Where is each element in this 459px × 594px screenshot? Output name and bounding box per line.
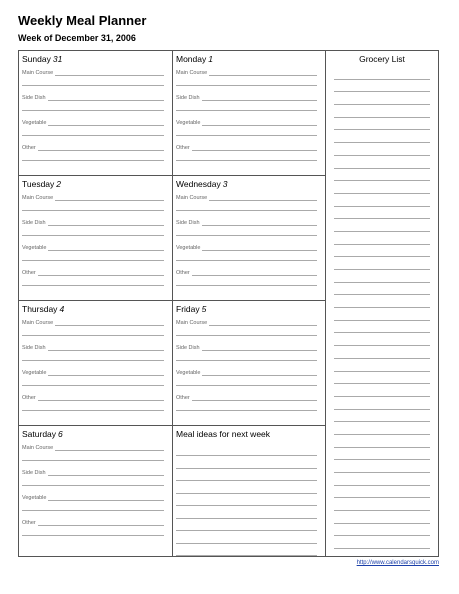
writing-line[interactable] xyxy=(334,346,430,359)
writing-line[interactable] xyxy=(176,360,317,361)
writing-line[interactable] xyxy=(334,524,430,537)
writing-line[interactable] xyxy=(176,410,317,411)
field-label: Vegetable xyxy=(176,244,201,251)
writing-line[interactable] xyxy=(176,444,317,457)
writing-line[interactable] xyxy=(48,247,164,251)
writing-line[interactable] xyxy=(48,472,164,476)
writing-line[interactable] xyxy=(334,169,430,182)
vegetable-field[interactable] xyxy=(22,491,164,516)
writing-line[interactable] xyxy=(22,535,164,536)
main-course-field[interactable] xyxy=(176,316,317,341)
website-link[interactable]: http://www.calendarsquick.com xyxy=(356,560,439,566)
field-label: Main Course xyxy=(22,444,54,451)
writing-line[interactable] xyxy=(334,498,430,511)
writing-line[interactable] xyxy=(334,448,430,461)
writing-line[interactable] xyxy=(202,222,317,226)
field-label: Vegetable xyxy=(22,120,47,126)
side-dish-field[interactable] xyxy=(176,216,317,241)
other-field[interactable] xyxy=(22,266,164,291)
writing-line[interactable] xyxy=(176,235,317,236)
field-label: Side Dish xyxy=(22,219,46,226)
week-subtitle: Week of December 31, 2006 xyxy=(18,33,136,43)
main-course-field[interactable] xyxy=(22,316,164,341)
writing-line[interactable] xyxy=(22,260,164,261)
main-course-field[interactable] xyxy=(22,441,164,466)
other-field[interactable] xyxy=(22,141,164,166)
writing-line[interactable] xyxy=(55,72,164,76)
other-field[interactable] xyxy=(176,141,317,166)
writing-line[interactable] xyxy=(176,260,317,261)
field-label: Main Course xyxy=(22,70,54,76)
meal-ideas-title: Meal ideas for next week xyxy=(176,428,271,439)
writing-line[interactable] xyxy=(334,473,430,486)
day-header xyxy=(176,53,317,66)
writing-line[interactable] xyxy=(48,97,164,101)
meal-ideas-lines xyxy=(176,444,317,557)
writing-line[interactable] xyxy=(176,210,317,211)
vegetable-field[interactable] xyxy=(22,116,164,141)
vegetable-field[interactable] xyxy=(22,366,164,391)
writing-line[interactable] xyxy=(334,245,430,258)
writing-line[interactable] xyxy=(334,257,430,270)
day-cell-monday xyxy=(173,51,326,176)
day-name: Monday xyxy=(176,54,207,64)
writing-line[interactable] xyxy=(334,397,430,410)
field-label: Vegetable xyxy=(22,369,47,376)
day-name: Wednesday xyxy=(176,178,221,189)
writing-line[interactable] xyxy=(55,322,164,326)
writing-line[interactable] xyxy=(55,447,164,451)
writing-line[interactable] xyxy=(176,135,317,136)
main-course-field[interactable] xyxy=(22,191,164,216)
day-cell-friday xyxy=(173,301,326,426)
meal-planner-grid xyxy=(18,50,439,557)
writing-line[interactable] xyxy=(334,333,430,346)
writing-line[interactable] xyxy=(334,283,430,296)
writing-line[interactable] xyxy=(334,92,430,105)
writing-line[interactable] xyxy=(334,384,430,397)
day-name: Tuesday xyxy=(22,178,55,189)
vegetable-field[interactable] xyxy=(176,241,317,266)
field-label: Main Course xyxy=(176,194,208,201)
day-name: Saturday xyxy=(22,428,57,439)
field-label: Side Dish xyxy=(22,95,46,101)
day-cell-sunday xyxy=(19,51,173,176)
meal-ideas-cell xyxy=(173,426,326,557)
side-dish-field[interactable] xyxy=(22,466,164,491)
grocery-list xyxy=(326,51,438,556)
writing-line[interactable] xyxy=(176,160,317,161)
day-header xyxy=(22,178,164,191)
writing-line[interactable] xyxy=(209,322,317,326)
day-header xyxy=(22,53,164,66)
writing-line[interactable] xyxy=(176,335,317,336)
writing-line[interactable] xyxy=(55,197,164,201)
writing-line[interactable] xyxy=(176,456,317,469)
field-label: Main Course xyxy=(176,70,208,76)
main-course-field[interactable] xyxy=(176,191,317,216)
writing-line[interactable] xyxy=(176,481,317,494)
writing-line[interactable] xyxy=(334,372,430,385)
side-dish-field[interactable] xyxy=(22,216,164,241)
writing-line[interactable] xyxy=(22,110,164,111)
writing-line[interactable] xyxy=(209,72,317,76)
writing-line[interactable] xyxy=(202,372,317,376)
other-field[interactable] xyxy=(22,391,164,416)
field-label: Vegetable xyxy=(22,494,47,501)
field-label: Other xyxy=(176,269,190,276)
day-name: Friday xyxy=(176,303,200,314)
writing-line[interactable] xyxy=(22,485,164,486)
day-header xyxy=(176,303,317,316)
writing-line[interactable] xyxy=(334,435,430,448)
day-name: Sunday xyxy=(22,54,51,64)
writing-line[interactable] xyxy=(22,335,164,336)
field-label: Other xyxy=(176,145,190,151)
writing-line[interactable] xyxy=(22,385,164,386)
side-dish-field[interactable] xyxy=(22,341,164,366)
day-number: 5 xyxy=(201,303,207,314)
writing-line[interactable] xyxy=(176,544,317,557)
field-label: Other xyxy=(176,394,190,401)
writing-line[interactable] xyxy=(334,118,430,131)
writing-line[interactable] xyxy=(48,122,164,126)
writing-line[interactable] xyxy=(176,494,317,507)
field-label: Vegetable xyxy=(176,369,201,376)
writing-line[interactable] xyxy=(334,536,430,549)
writing-line[interactable] xyxy=(176,110,317,111)
grocery-list-title: Grocery List xyxy=(359,54,405,64)
day-cell-wednesday xyxy=(173,176,326,301)
field-label: Side Dish xyxy=(22,344,46,351)
writing-line[interactable] xyxy=(48,497,164,501)
writing-line[interactable] xyxy=(192,272,317,276)
day-number: 4 xyxy=(59,303,65,314)
day-number: 1 xyxy=(208,54,213,64)
writing-line[interactable] xyxy=(202,247,317,251)
writing-line[interactable] xyxy=(334,486,430,499)
day-number: 6 xyxy=(58,428,63,439)
writing-line[interactable] xyxy=(176,531,317,544)
writing-line[interactable] xyxy=(202,97,317,101)
writing-line[interactable] xyxy=(22,510,164,511)
grocery-lines xyxy=(334,67,430,549)
writing-line[interactable] xyxy=(22,85,164,86)
writing-line[interactable] xyxy=(334,321,430,334)
field-label: Other xyxy=(22,145,36,151)
writing-line[interactable] xyxy=(176,385,317,386)
day-cell-thursday xyxy=(19,301,173,426)
vegetable-field[interactable] xyxy=(22,241,164,266)
writing-line[interactable] xyxy=(334,270,430,283)
field-label: Side Dish xyxy=(176,95,200,101)
writing-line[interactable] xyxy=(176,506,317,519)
writing-line[interactable] xyxy=(48,372,164,376)
writing-line[interactable] xyxy=(202,122,317,126)
writing-line[interactable] xyxy=(334,194,430,207)
writing-line[interactable] xyxy=(202,347,317,351)
other-field[interactable] xyxy=(176,391,317,416)
main-course-field[interactable] xyxy=(22,66,164,91)
writing-line[interactable] xyxy=(334,308,430,321)
day-cell-tuesday xyxy=(19,176,173,301)
writing-line[interactable] xyxy=(334,105,430,118)
writing-line[interactable] xyxy=(334,422,430,435)
writing-line[interactable] xyxy=(22,285,164,286)
field-label: Main Course xyxy=(176,319,208,326)
field-label: Other xyxy=(22,519,36,526)
writing-line[interactable] xyxy=(22,160,164,161)
field-label: Vegetable xyxy=(22,244,47,251)
writing-line[interactable] xyxy=(176,519,317,532)
writing-line[interactable] xyxy=(38,522,164,526)
other-field[interactable] xyxy=(22,516,164,541)
side-dish-field[interactable] xyxy=(22,91,164,116)
writing-line[interactable] xyxy=(176,85,317,86)
field-label: Side Dish xyxy=(22,469,46,476)
writing-line[interactable] xyxy=(334,207,430,220)
writing-line[interactable] xyxy=(192,397,317,401)
writing-line[interactable] xyxy=(22,460,164,461)
writing-line[interactable] xyxy=(38,147,164,151)
main-course-field[interactable] xyxy=(176,66,317,91)
writing-line[interactable] xyxy=(192,147,317,151)
vegetable-field[interactable] xyxy=(176,116,317,141)
writing-line[interactable] xyxy=(334,80,430,93)
field-label: Other xyxy=(22,269,36,276)
writing-line[interactable] xyxy=(334,156,430,169)
field-label: Side Dish xyxy=(176,219,200,226)
writing-line[interactable] xyxy=(22,235,164,236)
writing-line[interactable] xyxy=(334,219,430,232)
day-cell-saturday xyxy=(19,426,173,557)
writing-line[interactable] xyxy=(334,460,430,473)
writing-line[interactable] xyxy=(334,359,430,372)
writing-line[interactable] xyxy=(38,272,164,276)
day-number: 2 xyxy=(56,178,62,189)
field-label: Side Dish xyxy=(176,344,200,351)
writing-line[interactable] xyxy=(22,210,164,211)
writing-line[interactable] xyxy=(334,511,430,524)
writing-line[interactable] xyxy=(22,410,164,411)
page-title: Weekly Meal Planner xyxy=(18,13,147,28)
day-name: Thursday xyxy=(22,303,58,314)
writing-line[interactable] xyxy=(22,135,164,136)
writing-line[interactable] xyxy=(334,67,430,80)
day-header xyxy=(176,178,317,191)
writing-line[interactable] xyxy=(176,285,317,286)
writing-line[interactable] xyxy=(38,397,164,401)
writing-line[interactable] xyxy=(48,222,164,226)
side-dish-field[interactable] xyxy=(176,341,317,366)
field-label: Main Course xyxy=(22,319,54,326)
writing-line[interactable] xyxy=(334,232,430,245)
writing-line[interactable] xyxy=(176,469,317,482)
field-label: Other xyxy=(22,394,36,401)
side-dish-field[interactable] xyxy=(176,91,317,116)
writing-line[interactable] xyxy=(334,410,430,423)
writing-line[interactable] xyxy=(334,295,430,308)
day-header xyxy=(22,428,164,441)
writing-line[interactable] xyxy=(334,143,430,156)
day-header xyxy=(22,303,164,316)
day-number: 3 xyxy=(222,178,228,189)
field-label: Vegetable xyxy=(176,120,201,126)
writing-line[interactable] xyxy=(48,347,164,351)
day-number: 31 xyxy=(52,54,63,64)
field-label: Main Course xyxy=(22,194,54,201)
other-field[interactable] xyxy=(176,266,317,291)
writing-line[interactable] xyxy=(334,130,430,143)
vegetable-field[interactable] xyxy=(176,366,317,391)
writing-line[interactable] xyxy=(209,197,317,201)
writing-line[interactable] xyxy=(22,360,164,361)
writing-line[interactable] xyxy=(334,181,430,194)
